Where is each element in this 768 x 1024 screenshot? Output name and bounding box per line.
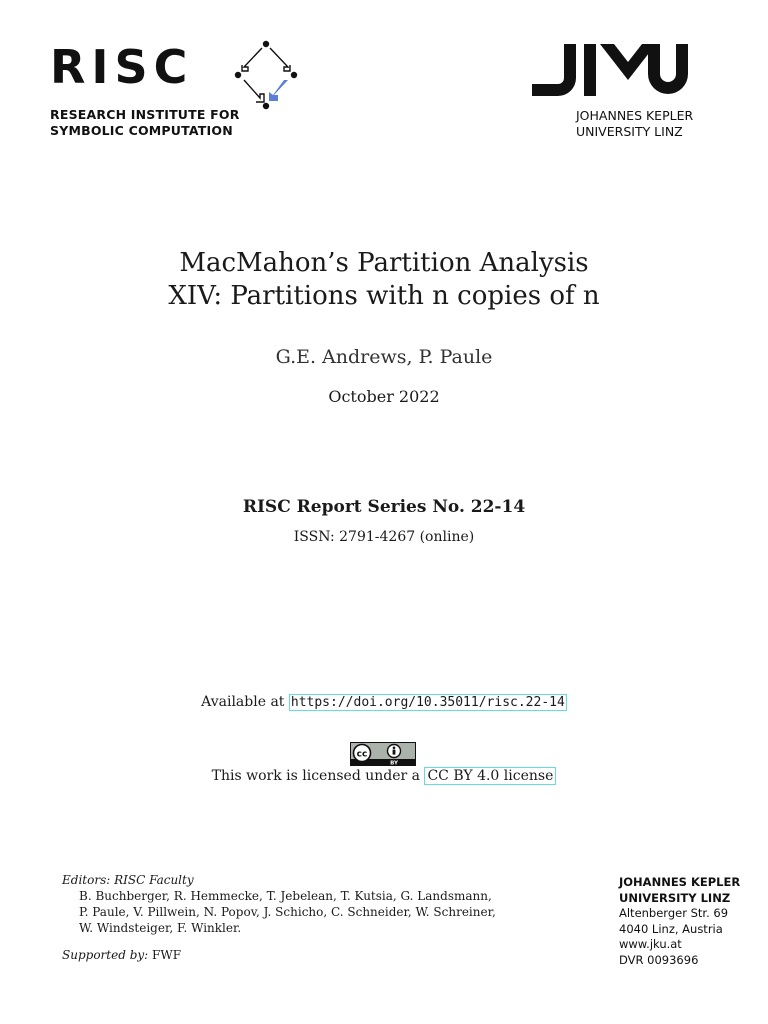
cc-by-license-icon[interactable] [350, 742, 416, 766]
supported-by-label: Supported by: [62, 948, 149, 962]
title-line-1: MacMahon’s Partition Analysis [179, 248, 589, 278]
doi-link[interactable]: https://doi.org/10.35011/risc.22-14 [290, 695, 565, 710]
address-city: 4040 Linz, Austria [619, 921, 723, 936]
availability-prefix: Available at [201, 694, 285, 710]
supported-by-value: FWF [152, 948, 182, 962]
address-street: Altenberger Str. 69 [619, 906, 729, 920]
risc-emblem-icon [234, 40, 298, 110]
editors-line: B. Buchberger, R. Hemmecke, T. Jebelean, T. Kutsia, G. Landsmann, [79, 889, 492, 903]
report-series: RISC Report Series No. 22-14 [242, 497, 526, 517]
address-name-line-2: UNIVERSITY LINZ [619, 890, 731, 905]
address-web[interactable]: www.jku.at [619, 937, 682, 951]
license-prefix: This work is licensed under a [211, 768, 421, 784]
svg-text:cc: cc [356, 749, 368, 760]
authors: G.E. Andrews, P. Paule [275, 346, 493, 368]
jku-address-block [619, 875, 740, 968]
address-name-line-1: JOHANNES KEPLER [619, 875, 741, 889]
title-line-2: XIV: Partitions with n copies of n [168, 281, 600, 311]
license-line [0, 768, 768, 784]
availability-line [0, 694, 768, 710]
date: October 2022 [328, 387, 440, 406]
supported-by [62, 947, 502, 963]
cc-badge-by-text: BY [390, 760, 398, 766]
risc-wordmark: RISC [50, 40, 194, 94]
risc-logo [50, 40, 310, 140]
risc-subtitle-line-2: SYMBOLIC COMPUTATION [50, 123, 233, 138]
editors-line: W. Windsteiger, F. Winkler. [79, 921, 242, 935]
editors-block [62, 872, 502, 963]
editors-heading: Editors: RISC Faculty [62, 873, 194, 887]
risc-subtitle-line-1: RESEARCH INSTITUTE FOR [50, 107, 240, 122]
jku-subtitle-line-1: JOHANNES KEPLER [576, 108, 694, 123]
jku-logo [530, 42, 730, 142]
license-link[interactable]: CC BY 4.0 license [424, 767, 556, 785]
issn: ISSN: 2791-4267 (online) [293, 529, 475, 545]
address-dvr: DVR 0093696 [619, 952, 699, 967]
jku-subtitle-line-2: UNIVERSITY LINZ [576, 124, 683, 139]
risc-accent-arrow [269, 80, 288, 101]
editors-line: P. Paule, V. Pillwein, N. Popov, J. Schicho, C. Schneider, W. Schreiner, [79, 905, 496, 919]
jku-wordmark-icon [530, 42, 690, 98]
